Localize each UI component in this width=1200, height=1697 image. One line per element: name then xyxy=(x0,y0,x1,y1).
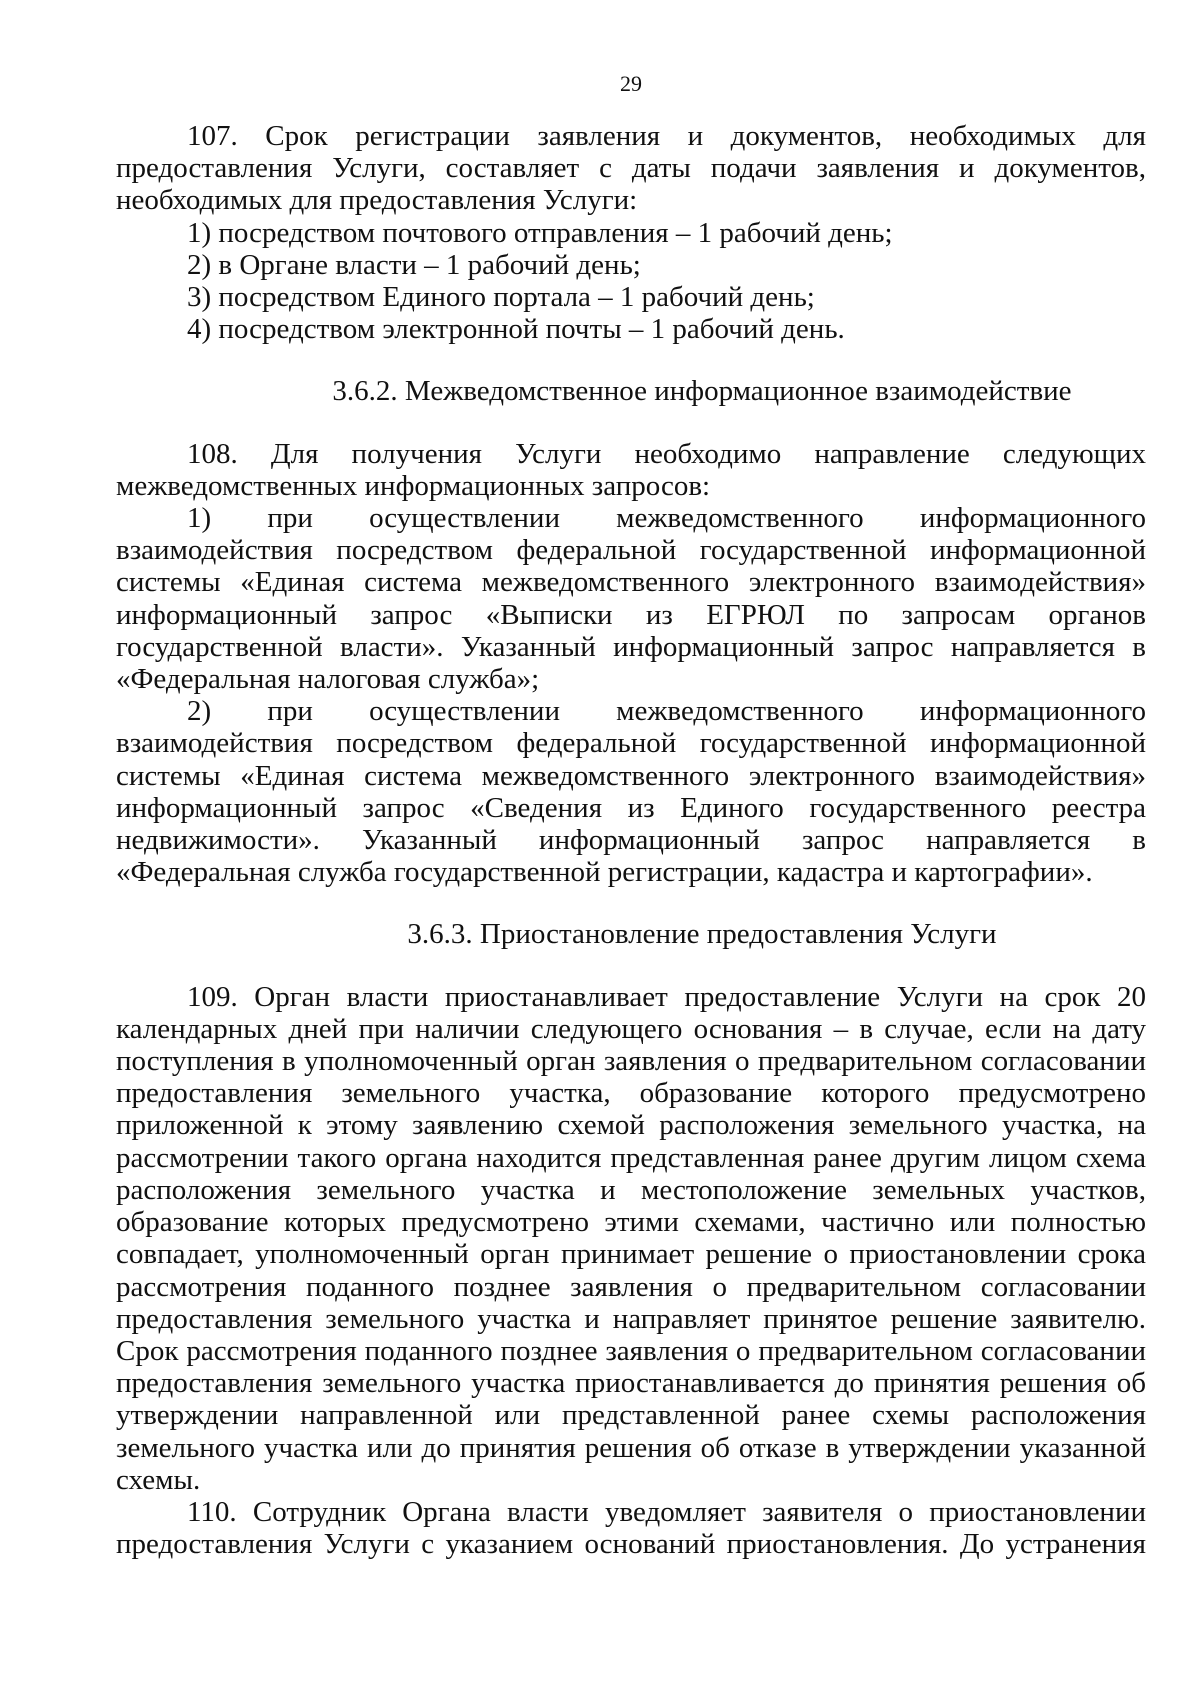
paragraph-108: 108. Для получения Услуги необходимо направление следующих межведомственных информационных запросов: xyxy=(116,437,1146,502)
paragraph-109: 109. Орган власти приостанавливает предоставление Услуги на срок 20 календарных дней при наличии следующего основания – в случае, если на дату поступления в уполномоченный орган заявления о предварительном согласовании предоставления земельного участка, образование которого предусмотрено приложенной к этому заявлению схемой расположения земельного участка, на рассмотрении такого органа находится представленная ранее другим лицом схема расположения земельного участка и местоположение земельных участков, образование которых предусмотрено этими схемами, частично или полностью совпадает, уполномоченный орган принимает решение о приостановлении срока рассмотрения поданного позднее заявления о предварительном согласовании предоставления земельного участка и направляет принятое решение заявителю. Срок рассмотрения поданного позднее заявления о предварительном согласовании предоставления земельного участка приостанавливается до принятия решения об утверждении направленной или представленной ранее схемы расположения земельного участка или до принятия решения об отказе в утверждении указанной схемы. xyxy=(116,980,1146,1496)
section-heading-3-6-3: 3.6.3. Приостановление предоставления Услуги xyxy=(407,918,997,951)
list-item-4-email: 4) посредством электронной почты – 1 рабочий день. xyxy=(187,313,845,346)
paragraph-108-item-2: 2) при осуществлении межведомственного информационного взаимодействия посредством федеральной государственной информационной системы «Единая система межведомственного электронного взаимодействия» информационный запрос «Сведения из Единого государственного реестра недвижимости». Указанный информационный запрос направляется в «Федеральная служба государственной регистрации, кадастра и картографии». xyxy=(116,695,1146,889)
paragraph-110: 110. Сотрудник Органа власти уведомляет заявителя о приостановлении предоставления Услуги с указанием оснований приостановления. До устранения xyxy=(116,1495,1146,1561)
list-item-3-portal: 3) посредством Единого портала – 1 рабочий день; xyxy=(187,281,815,314)
list-item-1-postal: 1) посредством почтового отправления – 1 рабочий день; xyxy=(187,216,893,249)
page-number: 29 xyxy=(620,71,642,96)
paragraph-108-item-1: 1) при осуществлении межведомственного информационного взаимодействия посредством федеральной государственной информационной системы «Единая система межведомственного электронного взаимодействия» информационный запрос «Выписки из ЕГРЮЛ по запросам органов государственной власти». Указанный информационный запрос направляется в «Федеральная налоговая служба»; xyxy=(116,502,1146,696)
section-heading-3-6-2: 3.6.2. Межведомственное информационное взаимодействие xyxy=(332,375,1072,408)
list-item-2-authority: 2) в Органе власти – 1 рабочий день; xyxy=(187,248,641,281)
paragraph-107: 107. Срок регистрации заявления и документов, необходимых для предоставления Услуги, составляет с даты подачи заявления и документов, необходимых для предоставления Услуги: xyxy=(116,120,1146,217)
document-body xyxy=(116,120,1146,1560)
